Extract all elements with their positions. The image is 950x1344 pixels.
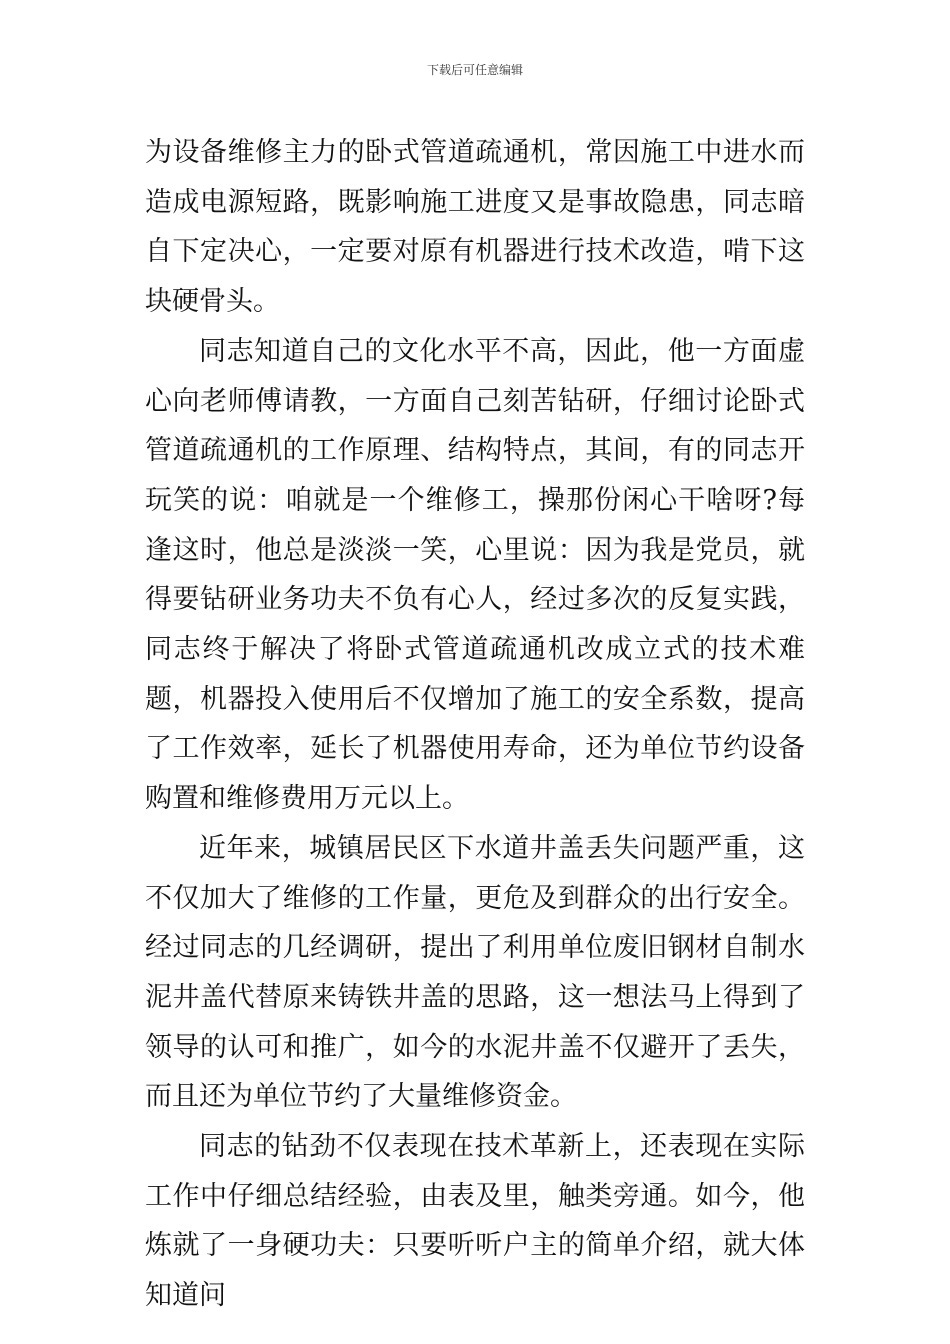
paragraph: 同志知道自己的文化水平不高，因此，他一方面虚心向老师傅请教，一方面自己刻苦钻研，仔细讨论卧式管道疏通机的工作原理、结构特点，其间，有的同志开玩笑的说：咱就是一个维修工，操那份闲心干啥呀?每逢这时，他总是淡淡一笑，心里说：因为我是党员，就得要钻研业务功夫不负有心人，经过多次的反复实践，同志终于解决了将卧式管道疏通机改成立式的技术难题，机器投入使用后不仅增加了施工的安全系数，提高了工作效率，延长了机器使用寿命，还为单位节约设备购置和维修费用万元以上。: [145, 335, 805, 815]
paragraph: 同志的钻劲不仅表现在技术革新上，还表现在实际工作中仔细总结经验，由表及里，触类旁通。如今，他炼就了一身硬功夫：只要听听户主的简单介绍，就大体知道问: [145, 1131, 805, 1312]
page-header: 下载后可任意编辑: [426, 63, 523, 77]
document-body: [145, 128, 805, 1321]
paragraph: 近年来，城镇居民区下水道井盖丢失问题严重，这不仅加大了维修的工作量，更危及到群众的出行安全。经过同志的几经调研，提出了利用单位废旧钢材自制水泥井盖代替原来铸铁井盖的思路，这一想法马上得到了领导的认可和推广，如今的水泥井盖不仅避开了丢失，而且还为单位节约了大量维修资金。: [145, 832, 805, 1113]
paragraph: 为设备维修主力的卧式管道疏通机，常因施工中进水而造成电源短路，既影响施工进度又是事故隐患，同志暗自下定决心，一定要对原有机器进行技术改造，啃下这块硬骨头。: [145, 137, 805, 318]
